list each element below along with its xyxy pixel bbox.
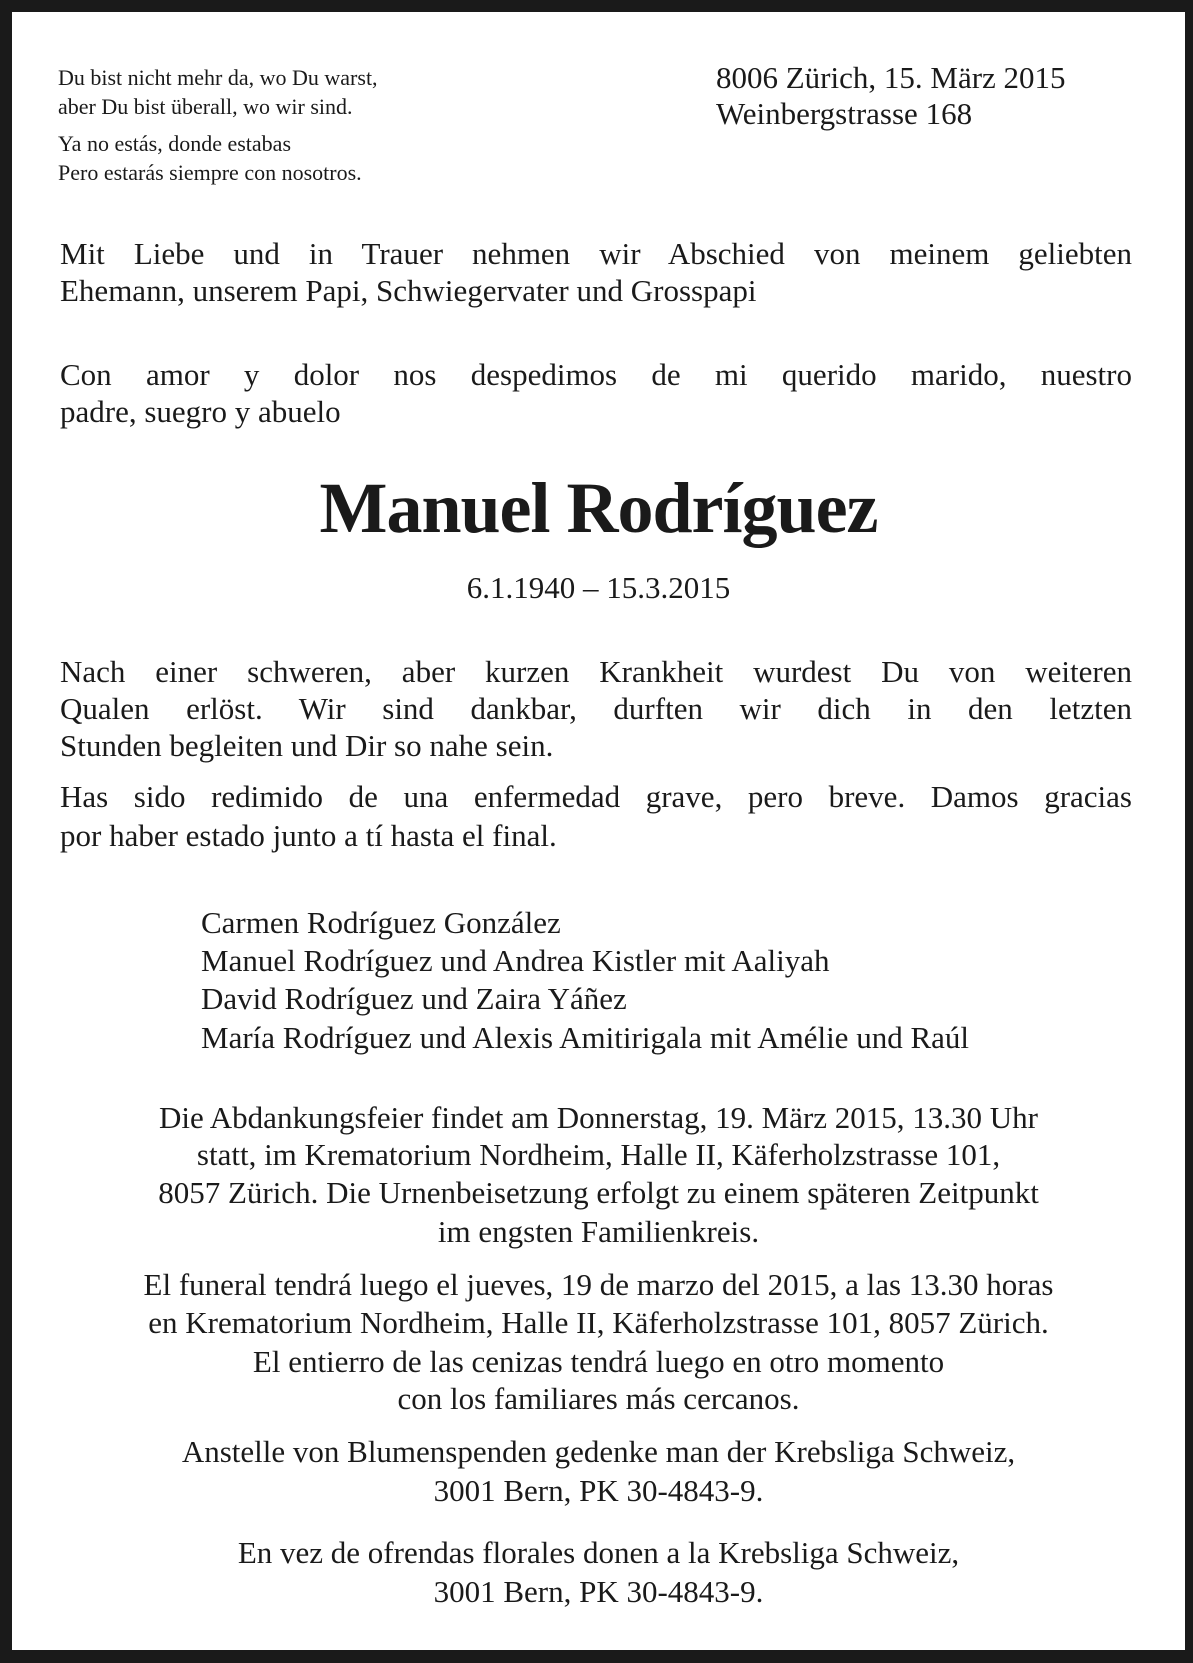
ceremony-de-line: Die Abdankungsfeier findet am Donnerstag, 19. März 2015, 13.30 Uhr <box>159 1100 1038 1135</box>
family-member: Manuel Rodríguez und Andrea Kistler mit Aaliyah <box>201 943 830 978</box>
donation-de-line: Anstelle von Blumenspenden gedenke man der Krebsliga Schweiz, <box>181 1434 1016 1469</box>
text-de-line: Stunden begleiten und Dir so nahe sein. <box>60 728 554 763</box>
ceremony-es-line: en Krematorium Nordheim, Halle II, Käferholzstrasse 101, 8057 Zürich. <box>148 1305 1049 1340</box>
family-member: David Rodríguez und Zaira Yáñez <box>201 981 627 1016</box>
motto-de-line: aber Du bist überall, wo wir sind. <box>58 94 353 119</box>
obituary-notice <box>12 12 1185 1650</box>
motto-es-line: Pero estarás siempre con nosotros. <box>58 160 362 185</box>
place-date: 8006 Zürich, 15. März 2015 <box>716 60 1066 95</box>
ceremony-de-line: statt, im Krematorium Nordheim, Halle II, Käferholzstrasse 101, <box>196 1137 1001 1172</box>
ceremony-de-line: im engsten Familienkreis. <box>437 1214 760 1249</box>
ceremony-de-line: 8057 Zürich. Die Urnenbeisetzung erfolgt zu einem späteren Zeitpunkt <box>158 1175 1039 1210</box>
motto-de-line: Du bist nicht mehr da, wo Du warst, <box>58 65 378 90</box>
text-de-line: Qualen erlöst. Wir sind dankbar, durften wir dich in den letzten <box>60 691 1132 726</box>
family-member: María Rodríguez und Alexis Amitirigala mit Amélie und Raúl <box>201 1020 969 1055</box>
text-es-line: Has sido redimido de una enfermedad grave, pero breve. Damos gracias <box>60 779 1132 814</box>
deceased-name: Manuel Rodríguez <box>319 468 878 548</box>
donation-de-line: 3001 Bern, PK 30-4843-9. <box>433 1473 764 1508</box>
ceremony-es-line: con los familiares más cercanos. <box>397 1381 800 1416</box>
donation-es-line: 3001 Bern, PK 30-4843-9. <box>433 1574 764 1609</box>
intro-de-line: Ehemann, unserem Papi, Schwiegervater und Grosspapi <box>60 273 757 308</box>
intro-de-line: Mit Liebe und in Trauer nehmen wir Abschied von meinem geliebten <box>60 236 1132 271</box>
ceremony-es-line: El entierro de las cenizas tendrá luego en otro momento <box>252 1344 945 1379</box>
motto-es-line: Ya no estás, donde estabas <box>58 131 292 156</box>
ceremony-es-line: El funeral tendrá luego el jueves, 19 de marzo del 2015, a las 13.30 horas <box>143 1267 1054 1302</box>
intro-es-line: Con amor y dolor nos despedimos de mi querido marido, nuestro <box>60 357 1132 392</box>
family-member: Carmen Rodríguez González <box>201 905 561 940</box>
address: Weinbergstrasse 168 <box>716 96 973 131</box>
life-dates: 6.1.1940 – 15.3.2015 <box>466 570 731 605</box>
text-es-line: por haber estado junto a tí hasta el final. <box>60 818 557 853</box>
intro-es-line: padre, suegro y abuelo <box>60 394 341 429</box>
text-de-line: Nach einer schweren, aber kurzen Krankheit wurdest Du von weiteren <box>60 654 1132 689</box>
donation-es-line: En vez de ofrendas florales donen a la Krebsliga Schweiz, <box>237 1535 960 1570</box>
